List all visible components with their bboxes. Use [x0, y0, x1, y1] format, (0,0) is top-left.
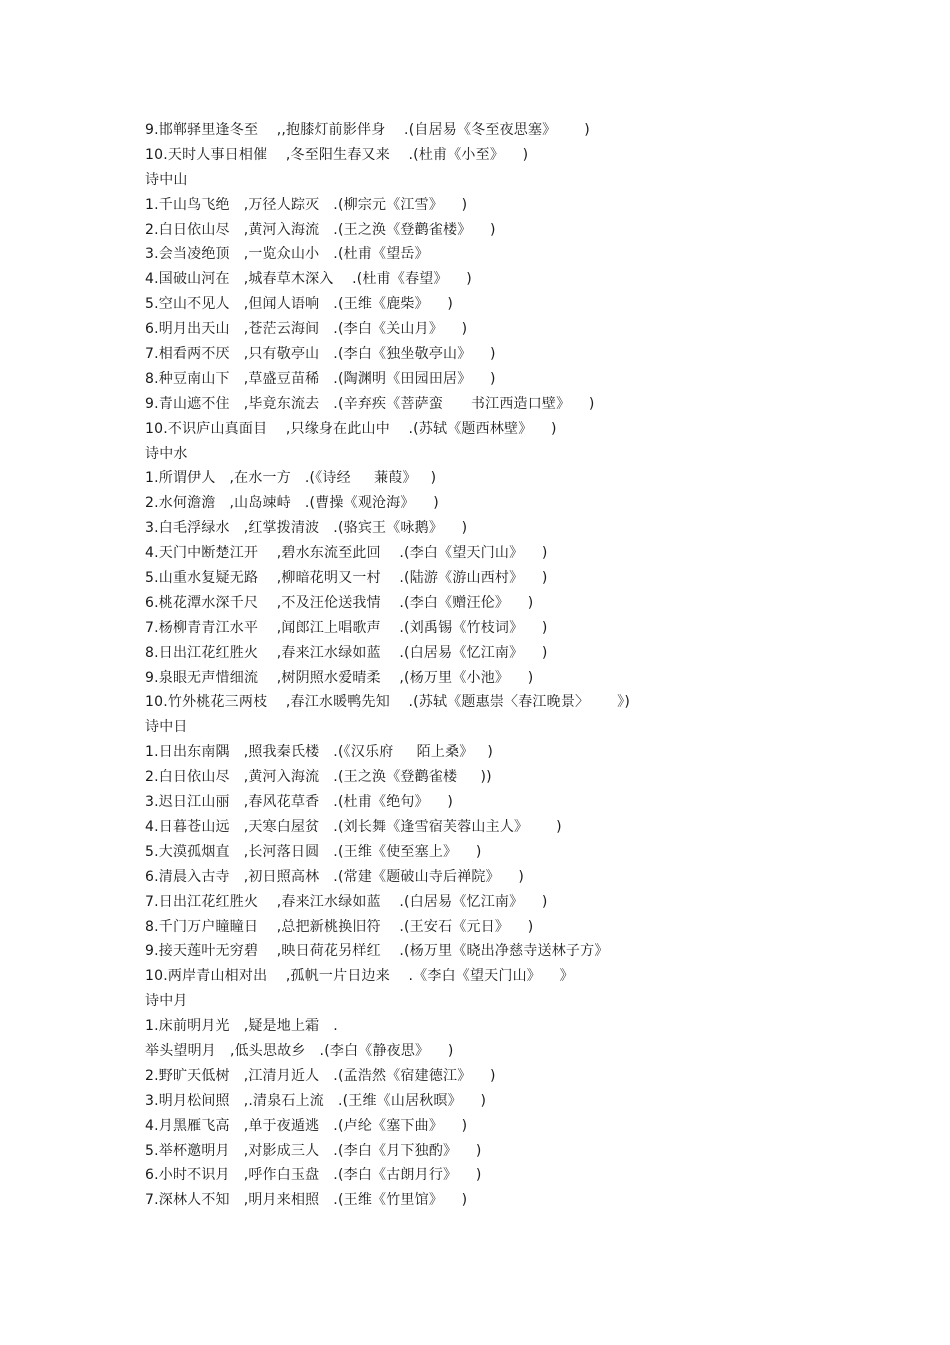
poem-line: 7.相看两不厌 ,只有敬亭山 .(李白《独坐敬亭山》 )	[145, 346, 496, 363]
section-heading: 诗中水	[145, 445, 188, 462]
poem-line: 3.明月松间照 ,.清泉石上流 .(王维《山居秋暝》 )	[145, 1092, 487, 1109]
poem-line: 2.野旷天低树 ,江清月近人 .(孟浩然《宿建德江》 )	[145, 1067, 496, 1084]
poem-line: 1.日出东南隅 ,照我秦氏楼 .(《汉乐府 陌上桑》 )	[145, 744, 494, 761]
poem-line: 3.白毛浮绿水 ,红掌拨清波 .(骆宾王《咏鹅》 )	[145, 520, 468, 537]
poem-line: 8.种豆南山下 ,草盛豆苗稀 .(陶渊明《田园田居》 )	[145, 370, 496, 387]
poem-line: 1.床前明月光 ,疑是地上霜 .	[145, 1018, 338, 1035]
poem-line: 9.泉眼无声惜细流 ,树阴照水爱晴柔 ,(杨万里《小池》 )	[145, 669, 534, 686]
poem-line: 7.日出江花红胜火 ,春来江水绿如蓝 .(白居易《忆江南》 )	[145, 893, 548, 910]
poem-line: 2.白日依山尽 ,黄河入海流 .(王之涣《登鹳雀楼 ))	[145, 769, 492, 786]
poem-list	[145, 118, 925, 1213]
poem-line: 1.所谓伊人 ,在水一方 .(《诗经 蒹葭》 )	[145, 470, 437, 487]
poem-line: 9.接天莲叶无穷碧 ,映日荷花另样红 .(杨万里《晓出净慈寺送林子方》	[145, 943, 609, 960]
poem-line: 10.两岸青山相对出 ,孤帆一片日边来 .《李白《望天门山》 》	[145, 968, 574, 985]
poem-line: 3.会当凌绝顶 ,一览众山小 .(杜甫《望岳》	[145, 246, 429, 263]
section-heading: 诗中月	[145, 993, 188, 1010]
poem-line: 4.天门中断楚江开 ,碧水东流至此回 .(李白《望天门山》 )	[145, 545, 548, 562]
poem-line: 2.水何澹澹 ,山岛竦峙 .(曹操《观沧海》 )	[145, 495, 439, 512]
poem-line: 3.迟日江山丽 ,春风花草香 .(杜甫《绝句》 )	[145, 794, 454, 811]
poem-line: 5.空山不见人 ,但闻人语响 .(王维《鹿柴》 )	[145, 296, 454, 313]
poem-line: 4.日暮苍山远 ,天寒白屋贫 .(刘长舞《逢雪宿芙蓉山主人》 )	[145, 818, 562, 835]
poem-line: 8.日出江花红胜火 ,春来江水绿如蓝 .(白居易《忆江南》 )	[145, 644, 548, 661]
poem-line: 5.山重水复疑无路 ,柳暗花明又一村 .(陆游《游山西村》 )	[145, 570, 548, 587]
poem-line: 举头望明月 ,低头思故乡 .(李白《静夜思》 )	[145, 1042, 454, 1059]
poem-line: 2.白日依山尽 ,黄河入海流 .(王之涣《登鹳雀楼》 )	[145, 221, 496, 238]
poem-line: 6.小时不识月 ,呼作白玉盘 .(李白《古朗月行》 )	[145, 1167, 482, 1184]
poem-line: 5.举杯邀明月 ,对影成三人 .(李白《月下独酌》 )	[145, 1142, 482, 1159]
poem-line: 6.桃花潭水深千尺 ,不及汪伦送我情 .(李白《赠汪伦》 )	[145, 594, 534, 611]
poem-line: 6.明月出天山 ,苍茫云海间 .(李白《关山月》 )	[145, 321, 468, 338]
poem-line: 4.月黑雁飞高 ,单于夜遁逃 .(卢纶《塞下曲》 )	[145, 1117, 468, 1134]
poem-line: 7.深林人不知 ,明月来相照 .(王维《竹里馆》 )	[145, 1192, 468, 1209]
poem-line: 10.天时人事日相催 ,冬至阳生春又来 .(杜甫《小至》 )	[145, 146, 529, 163]
poem-line: 9.青山遮不住 ,毕竟东流去 .(辛弃疾《菩萨蛮 书江西造口壁》 )	[145, 395, 595, 412]
poem-line: 4.国破山河在 ,城春草木深入 .(杜甫《春望》 )	[145, 271, 472, 288]
poem-line: 9.邯郸驿里逢冬至 ,,抱膝灯前影伴身 .(自居易《冬至夜思塞》 )	[145, 122, 590, 138]
poem-line: 5.大漠孤烟直 ,长河落日圆 .(王维《使至塞上》 )	[145, 843, 482, 860]
poem-line: 8.千门万户瞳瞳日 ,总把新桃换旧符 .(王安石《元日》 )	[145, 918, 534, 935]
section-heading: 诗中日	[145, 719, 188, 736]
section-heading: 诗中山	[145, 171, 188, 188]
poem-line: 10.不识庐山真面目 ,只缘身在此山中 .(苏轼《题西林壁》 )	[145, 420, 557, 437]
poem-line: 7.杨柳青青江水平 ,闻郎江上唱歌声 .(刘禹锡《竹枝词》 )	[145, 619, 548, 636]
poem-line: 6.清晨入古寺 ,初日照高林 .(常建《题破山寺后禅院》 )	[145, 868, 525, 885]
poem-line: 1.千山鸟飞绝 ,万径人踪灭 .(柳宗元《江雪》 )	[145, 196, 468, 213]
poem-line: 10.竹外桃花三两枝 ,春江水暖鸭先知 .(苏轼《题惠崇〈春江晚景〉 》)	[145, 694, 630, 711]
